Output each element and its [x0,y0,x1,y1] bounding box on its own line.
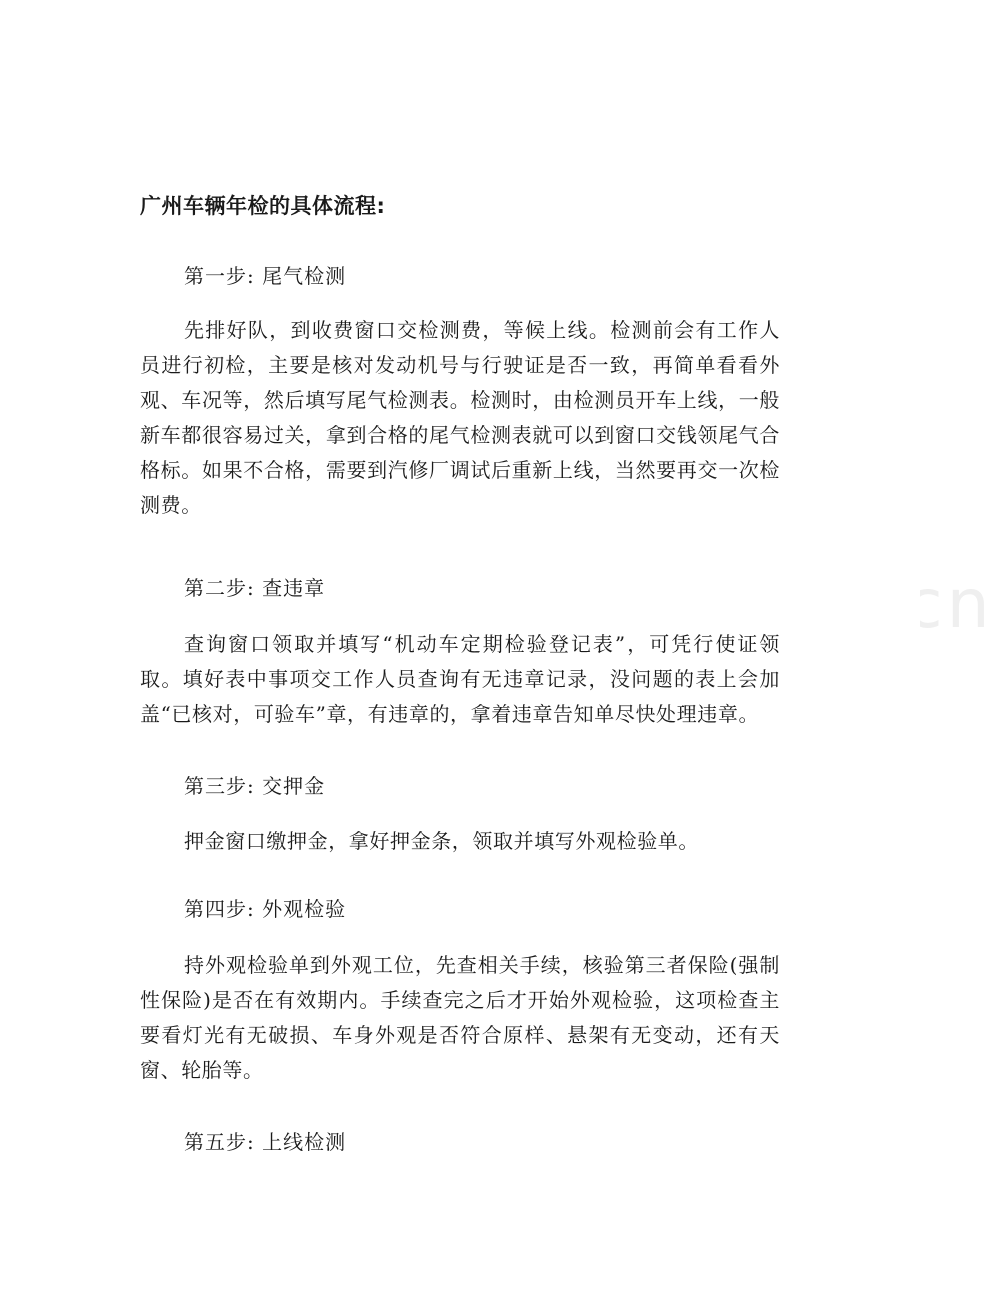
step-2-heading: 第二步: 查违章 [184,576,326,600]
step-1-heading: 第一步: 尾气检测 [184,264,347,288]
step-2-body: 查询窗口领取并填写“机动车定期检验登记表”，可凭行使证领取。填好表中事项交工作人员查询有无违章记录，没问题的表上会加盖“已核对，可验车”章，有违章的，拿着违章告知单尽快处理违章。 [140,632,780,726]
step-3-heading: 第三步: 交押金 [184,774,326,798]
document-title: 广州车辆年检的具体流程: [140,194,386,218]
step-4-body: 持外观检验单到外观工位，先查相关手续，核验第三者保险(强制性保险)是否在有效期内。手续查完之后才开始外观检验，这项检查主要看灯光有无破损、车身外观是否符合原样、悬架有无变动，还有天窗、轮胎等。 [140,953,780,1082]
watermark: zixin.com.cn [520,565,994,644]
step-5-heading: 第五步: 上线检测 [184,1130,347,1154]
step-3-body: 押金窗口缴押金，拿好押金条，领取并填写外观检验单。 [184,829,699,853]
step-1-body: 先排好队，到收费窗口交检测费，等候上线。检测前会有工作人员进行初检，主要是核对发动机号与行驶证是否一致，再简单看看外观、车况等，然后填写尾气检测表。检测时，由检测员开车上线，一般新车都很容易过关，拿到合格的尾气检测表就可以到窗口交钱领尾气合格标。如果不合格，需要到汽修厂调试后重新上线，当然要再交一次检测费。 [140,318,780,517]
step-4-heading: 第四步: 外观检验 [184,897,347,921]
